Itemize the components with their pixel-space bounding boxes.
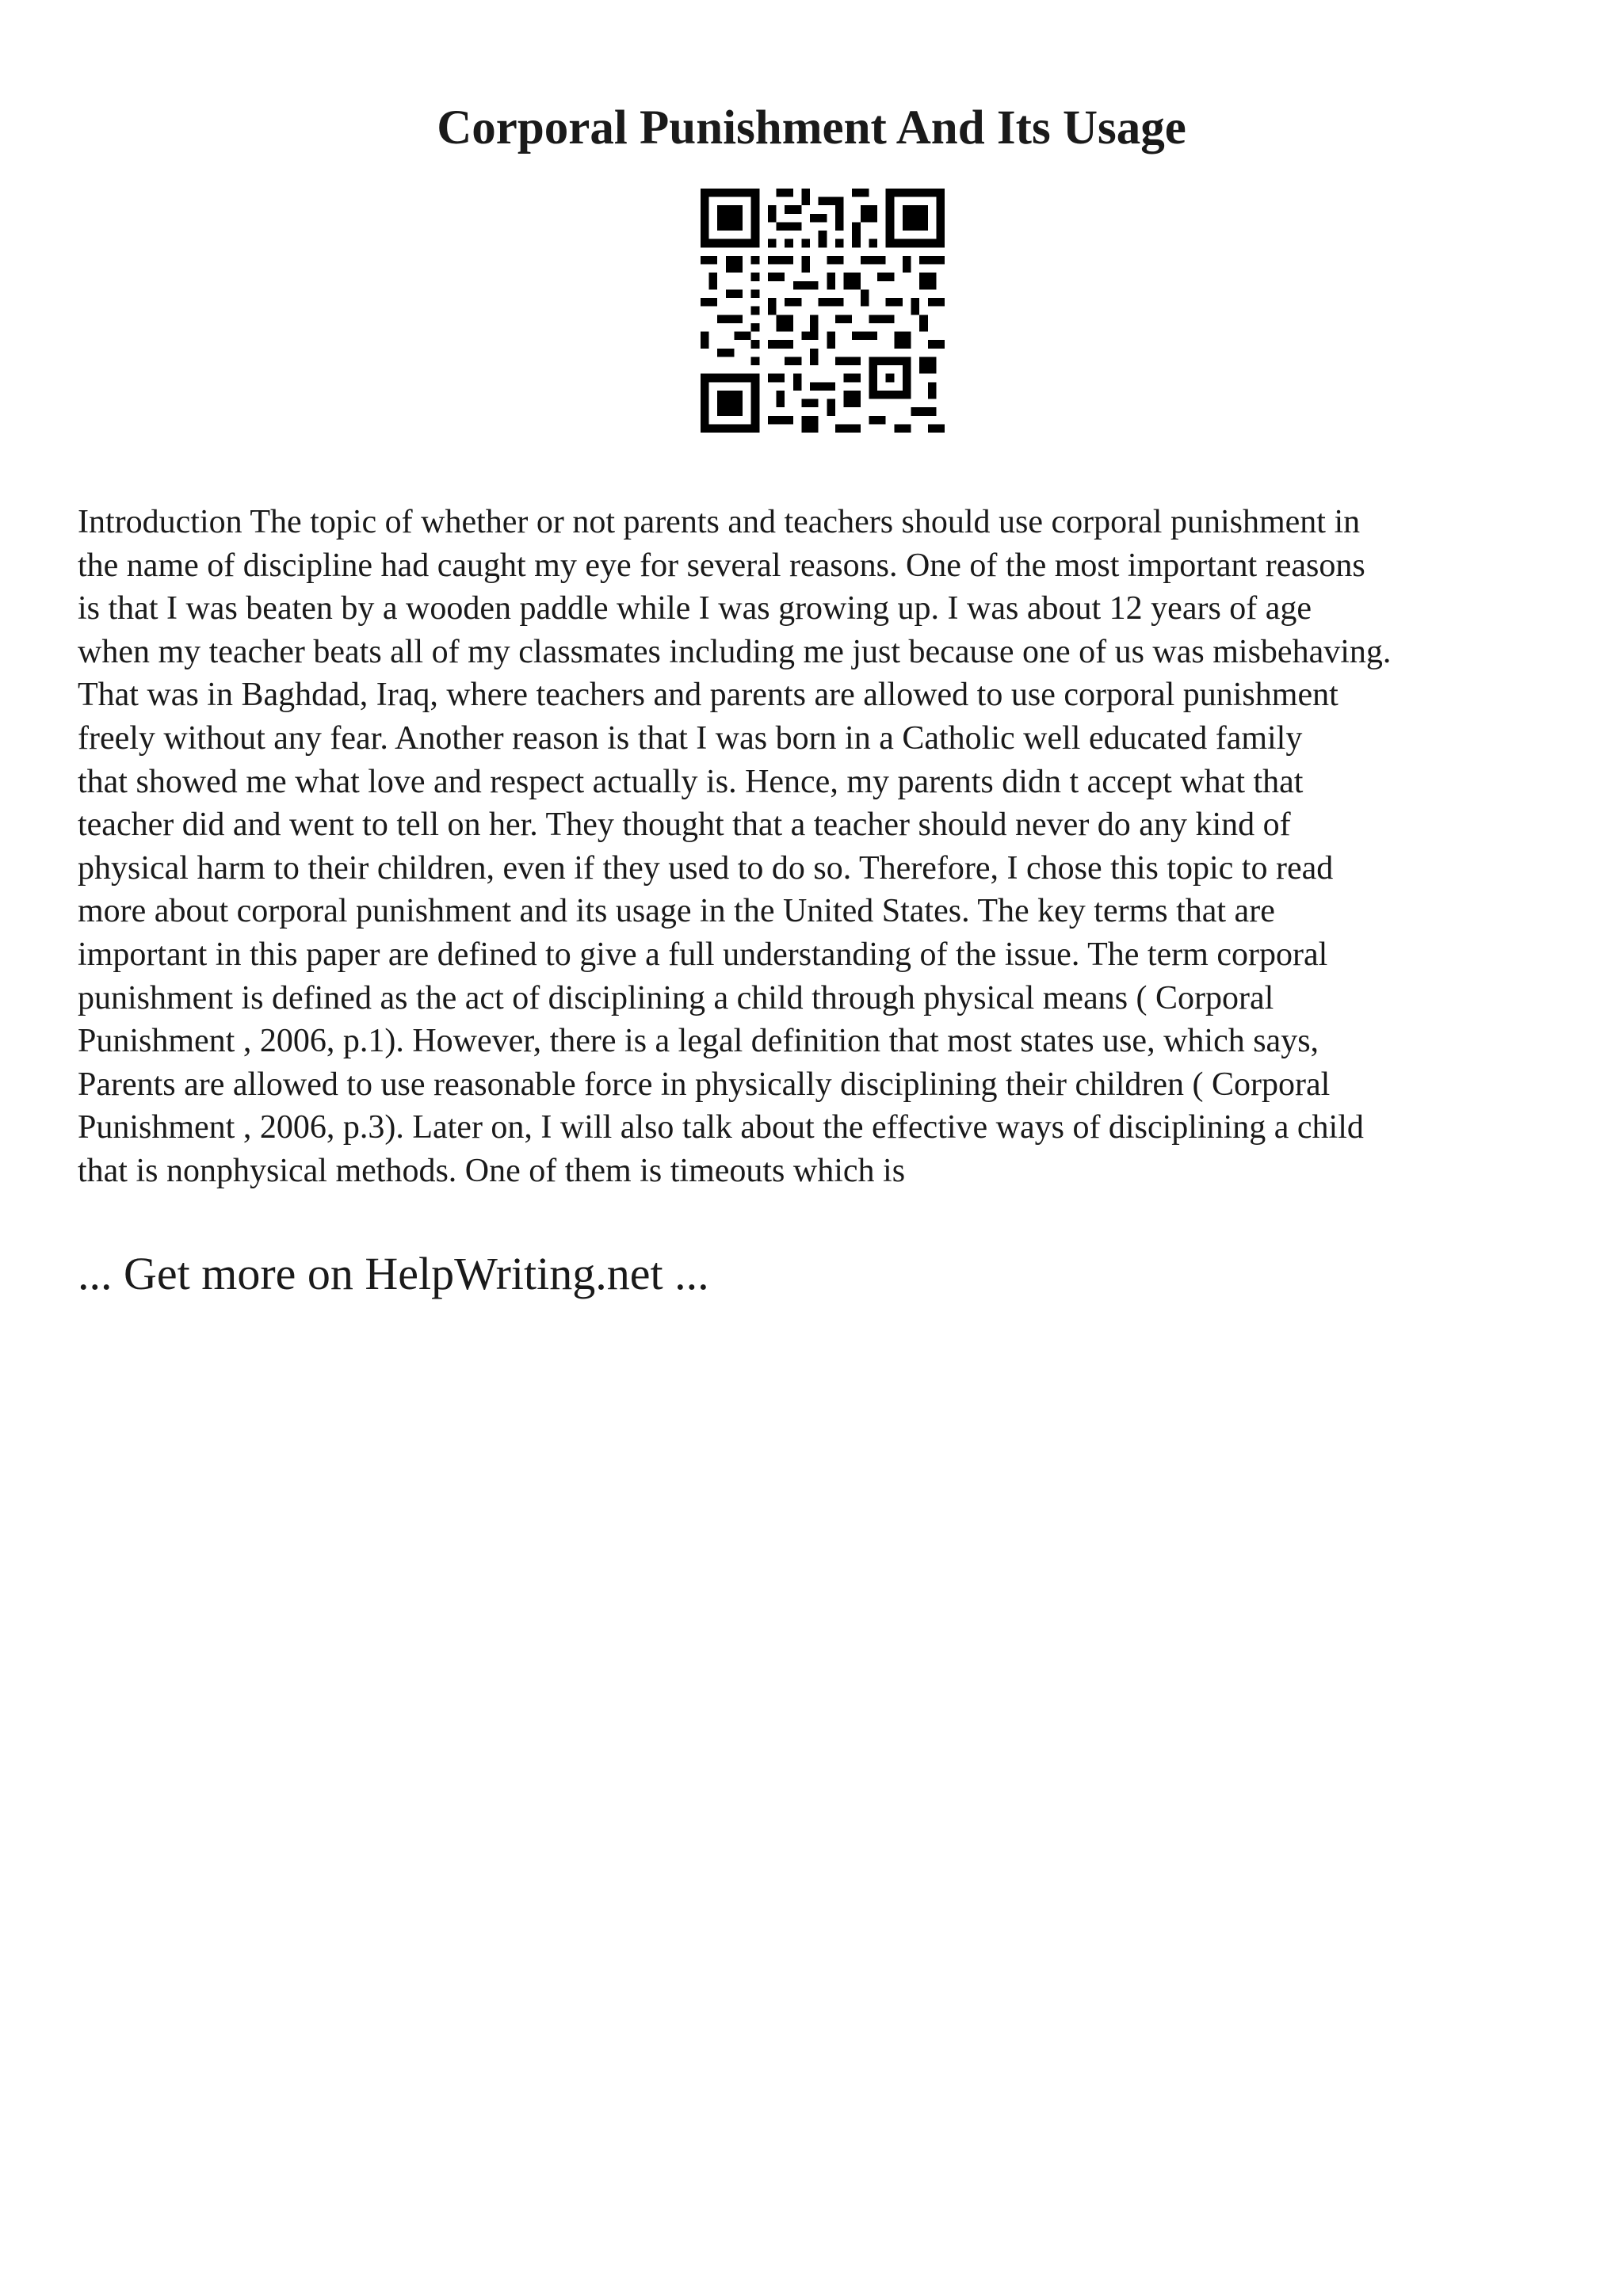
document-title: Corporal Punishment And Its Usage	[437, 101, 1186, 154]
qr-code-graphic	[701, 189, 945, 433]
body-line: physical harm to their children, even if they used to do so. Therefore, I chose this topic to read	[78, 849, 1334, 887]
body-line: Punishment , 2006, p.3). Later on, I will also talk about the effective ways of disciplining a child	[78, 1109, 1364, 1146]
body-line: punishment is defined as the act of disciplining a child through physical means ( Corporal	[78, 979, 1274, 1016]
body-line: Introduction The topic of whether or not parents and teachers should use corporal punishment in	[78, 504, 1361, 540]
get-more-link[interactable]: ... Get more on HelpWriting.net ...	[78, 1248, 709, 1299]
body-line: freely without any fear. Another reason is that I was born in a Catholic well educated family	[78, 719, 1303, 757]
body-line: the name of discipline had caught my eye for several reasons. One of the most important reasons	[78, 547, 1365, 584]
body-line: is that I was beaten by a wooden paddle while I was growing up. I was about 12 years of age	[78, 590, 1312, 627]
body-line: when my teacher beats all of my classmates including me just because one of us was misbehaving.	[78, 633, 1392, 670]
body-line: That was in Baghdad, Iraq, where teachers and parents are allowed to use corporal punishment	[78, 677, 1338, 714]
body-line: that is nonphysical methods. One of them is timeouts which is	[78, 1152, 906, 1189]
body-paragraph	[78, 501, 1552, 1193]
qr-code-icon	[701, 189, 945, 433]
body-line: important in this paper are defined to give a full understanding of the issue. The term corporal	[78, 936, 1328, 973]
body-line: that showed me what love and respect actually is. Hence, my parents didn t accept what that	[78, 763, 1304, 800]
body-line: Parents are allowed to use reasonable force in physically disciplining their children ( Corporal	[78, 1066, 1331, 1103]
body-line: more about corporal punishment and its usage in the United States. The key terms that are	[78, 893, 1275, 930]
body-line: Punishment , 2006, p.1). However, there is a legal definition that most states use, which says,	[78, 1023, 1319, 1060]
body-line: teacher did and went to tell on her. They thought that a teacher should never do any kind of	[78, 807, 1291, 844]
